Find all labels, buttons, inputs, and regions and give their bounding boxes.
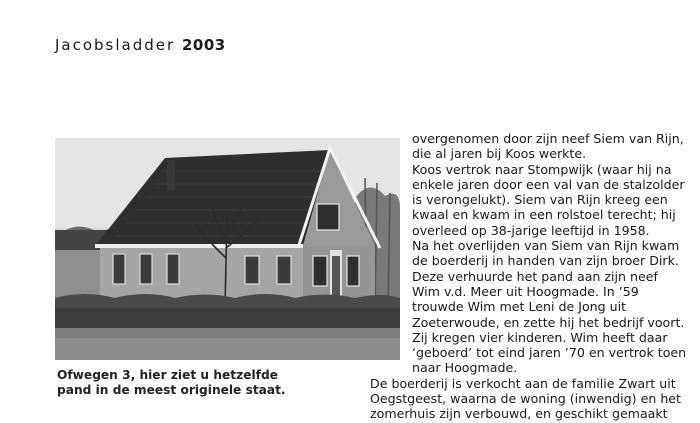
article-line: zomerhuis zijn verbouwd, en geschikt gemaakt <box>370 406 668 422</box>
article-line: is verongelukt). Siem van Rijn kreeg een <box>412 192 668 208</box>
article-line: die al jaren bij Koos werkte. <box>412 146 587 162</box>
article-line: kwaal en kwam in een rolstoel terecht; hij <box>412 207 676 223</box>
article-line: de boerderij in handen van zijn broer Dirk. <box>412 253 679 269</box>
farmhouse-photo <box>55 138 400 360</box>
article-line: enkele jaren door een val van de stalzolder <box>412 176 685 192</box>
article-line: De boerderij is verkocht aan de familie Zwart uit <box>370 375 676 391</box>
caption-line: pand in de meest originele staat. <box>57 383 286 397</box>
publication-title: Jacobsladder <box>55 36 176 54</box>
photo-caption <box>57 368 357 398</box>
article-line: Na het overlijden van Siem van Rijn kwam <box>412 238 680 254</box>
article-line: Deze verhuurde het pand aan zijn neef <box>412 268 658 284</box>
article-line: overgenomen door zijn neef Siem van Rijn, <box>412 131 684 146</box>
publication-year: 2003 <box>181 36 226 54</box>
page-header <box>55 36 226 54</box>
article-line: Oegstgeest, waarna de woning (inwendig) en het <box>370 391 681 407</box>
article-text <box>370 131 700 422</box>
article-line: naar Hoogmade. <box>412 360 518 376</box>
caption-line: Ofwegen 3, hier ziet u hetzelfde <box>57 368 278 382</box>
article-line: ‘geboerd’ tot eind jaren ’70 en vertrok toen <box>412 345 687 361</box>
article-line: Zoeterwoude, en zette hij het bedrijf voort. <box>412 314 685 330</box>
article-line: Zij kregen vier kinderen. Wim heeft daar <box>412 329 668 345</box>
article-line: overleed op 38-jarige leeftijd in 1958. <box>412 222 650 238</box>
article-line: trouwde Wim met Leni de Jong uit <box>412 299 627 315</box>
article-line: Koos vertrok naar Stompwijk (waar hij na <box>412 161 672 177</box>
article-line: Wim v.d. Meer uit Hoogmade. In ’59 <box>412 283 639 299</box>
